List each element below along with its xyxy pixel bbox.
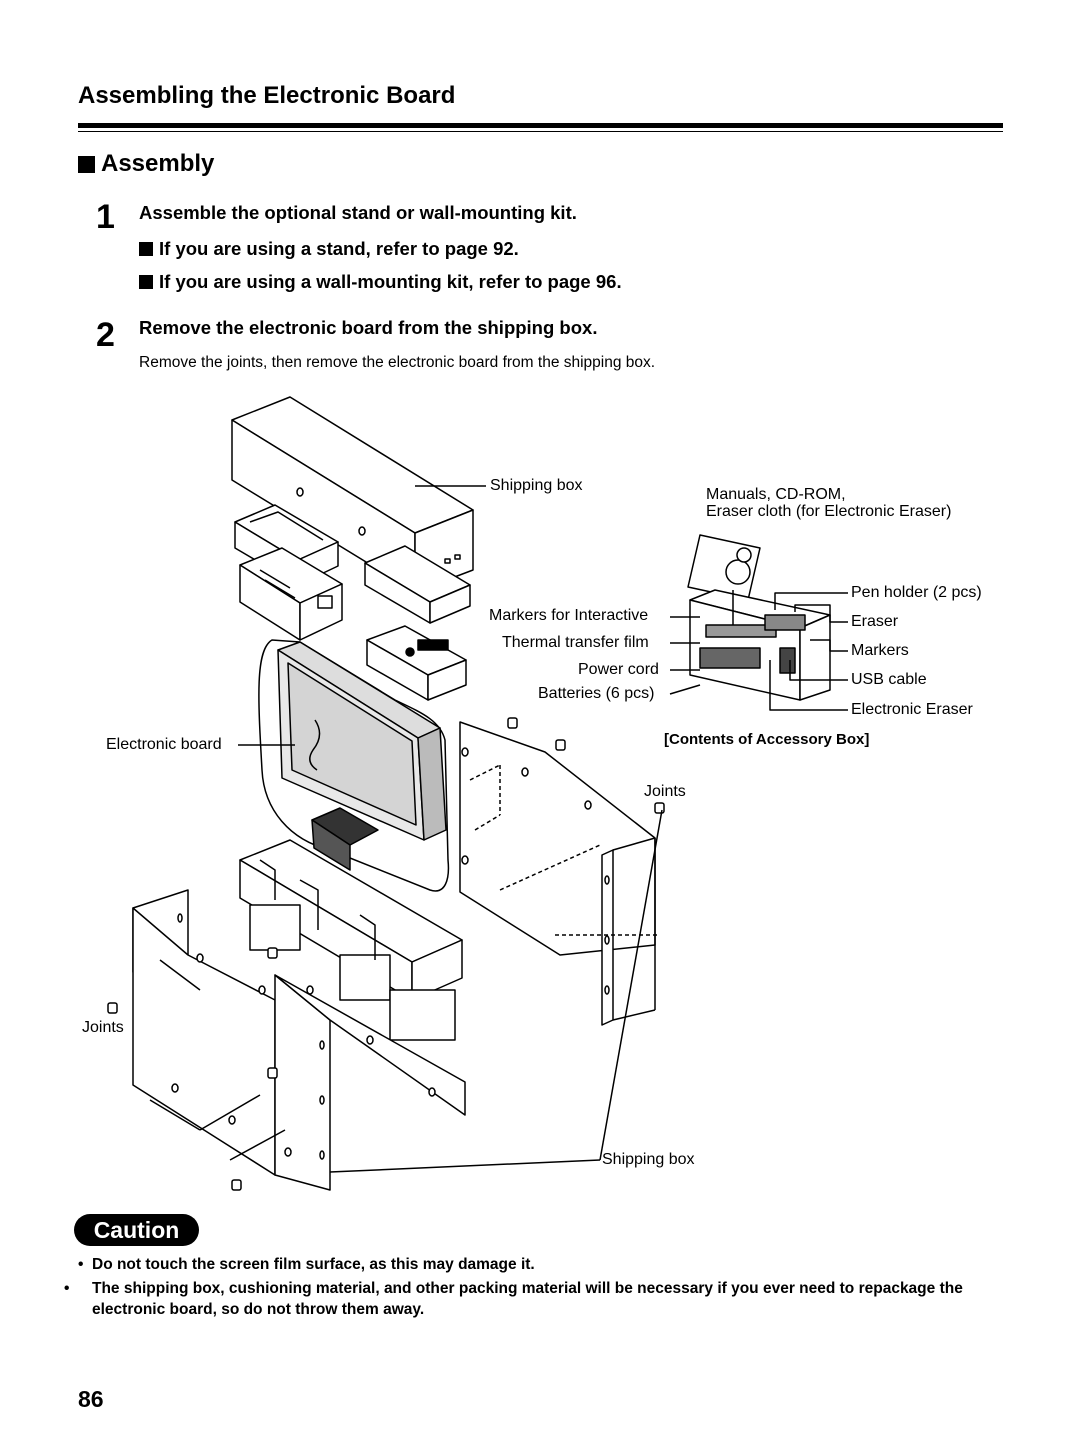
label-eraser: Eraser [851, 613, 899, 630]
bullet-icon: • [78, 1256, 84, 1273]
section-heading [78, 150, 214, 178]
label-manuals: Manuals, CD-ROM, [706, 486, 846, 503]
title-rule-thick [78, 123, 1003, 128]
page-number: 86 [78, 1386, 104, 1412]
label-electronic-board: Electronic board [106, 736, 222, 753]
step-1-sub-wall: If you are using a wall-mounting kit, refer to page 96. [139, 271, 622, 293]
label-usb-cable: USB cable [851, 671, 927, 688]
step-heading-2: Remove the electronic board from the shipping box. [139, 317, 598, 338]
label-power-cord: Power cord [578, 661, 659, 678]
label-shipping-box-top: Shipping box [490, 477, 583, 494]
label-thermal-film: Thermal transfer film [502, 634, 649, 651]
step-2-body: Remove the joints, then remove the electronic board from the shipping box. [139, 354, 656, 371]
square-bullet-icon [139, 242, 153, 256]
step-number-1: 1 [96, 198, 115, 236]
label-joints-left: Joints [82, 1019, 124, 1036]
label-pen-holder: Pen holder (2 pcs) [851, 584, 982, 601]
step-heading-1: Assemble the optional stand or wall-mounting kit. [139, 202, 577, 223]
label-joints-right: Joints [644, 783, 686, 800]
accessory-box-small [367, 626, 466, 700]
bullet-icon: • [64, 1280, 70, 1297]
title-rule-thin [78, 131, 1003, 132]
side-panel-right [460, 722, 660, 1025]
label-shipping-box-bottom: Shipping box [602, 1151, 695, 1168]
square-bullet-icon [78, 156, 95, 173]
label-electronic-eraser: Electronic Eraser [851, 701, 973, 718]
step-number-2: 2 [96, 316, 115, 354]
page-title: Assembling the Electronic Board [78, 82, 456, 109]
label-markers-interactive: Markers for Interactive [489, 607, 649, 624]
caution-badge: Caution [74, 1214, 199, 1246]
caution-item: • The shipping box, cushioning material, and other packing material will be necessary if you ever need to repackage the electronic board, so do not throw them away. [64, 1280, 963, 1318]
section-title: Assembly [101, 150, 215, 177]
caution-item: • Do not touch the screen film surface, as this may damage it. [78, 1256, 535, 1273]
label-eraser-cloth: Eraser cloth (for Electronic Eraser) [706, 503, 952, 520]
accessory-box-contents [688, 535, 830, 700]
label-markers: Markers [851, 642, 909, 659]
label-accessory-box: [Contents of Accessory Box] [664, 731, 870, 748]
label-batteries: Batteries (6 pcs) [538, 685, 655, 702]
square-bullet-icon [139, 275, 153, 289]
step-1-sub-stand: If you are using a stand, refer to page 92. [139, 238, 519, 260]
